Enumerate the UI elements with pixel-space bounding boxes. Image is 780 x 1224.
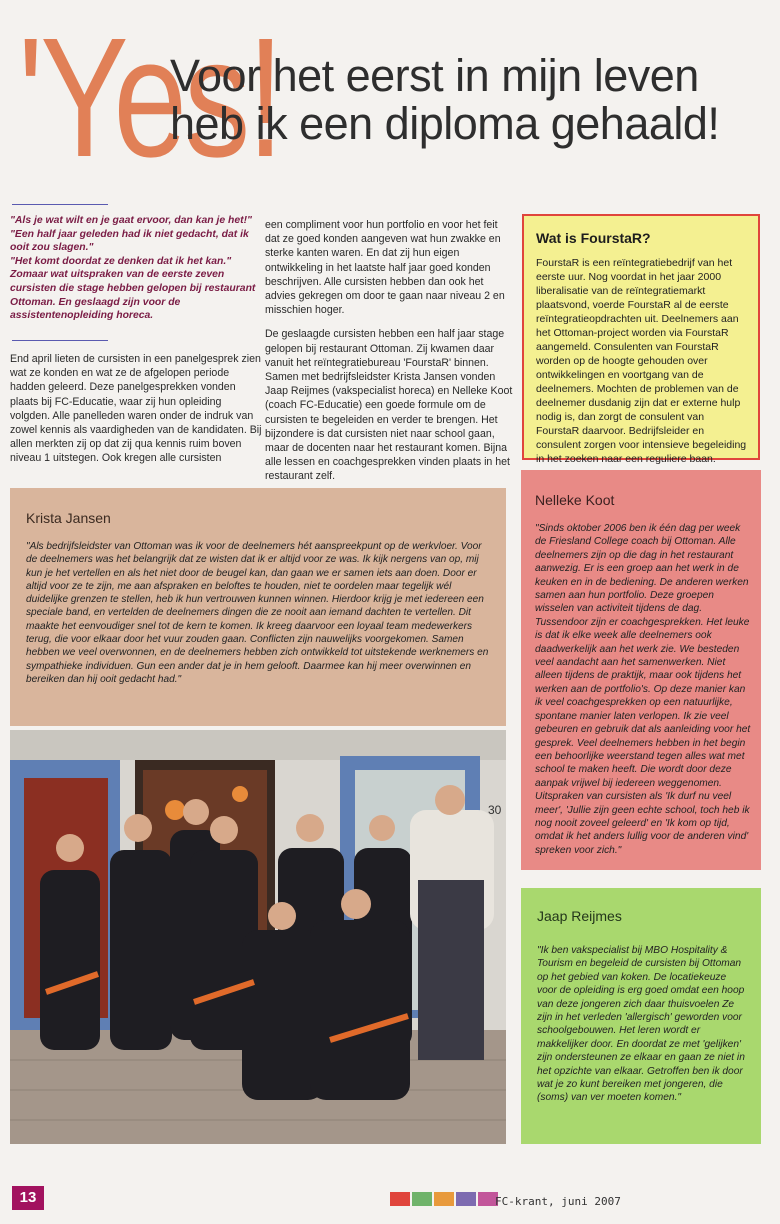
team-photo [10, 730, 506, 1144]
intro-line: "Als je wat wilt en je gaat ervoor, dan kan je het!" [10, 215, 252, 226]
article-column-1 [10, 352, 262, 476]
intro-bottom-rule [12, 340, 108, 341]
paragraph: een compliment voor hun portfolio en voor het feit dat ze goed konden aangeven wat hun zwakke en sterke kanten waren. En dat zij hun eigen ontwikkeling in het laatste half jaar goed konden beschrijven. Alle cursisten hebben dan ook het advies gekregen om door te gaan naar niveau 2 en misschien hoger. [265, 219, 505, 317]
big-yes-word: 'Yes! [18, 3, 281, 193]
nelleke-box [521, 470, 761, 870]
nelleke-title: Nelleke Koot [535, 492, 615, 508]
krista-quote: "Als bedrijfsleidster van Ottoman was ik voor de deelnemers hét aanspreekpunt op de werkvloer. Voor de deelnemers was het belangrijk dat ze wisten dat ik er altijd voor ze was. Ik kijk nergens van op, mij kun je het vertellen en als het niet door de beugel kan, dan gaan we er samen iets aan doen. Door er altijd voor ze te zijn, me aan afspraken en beloftes te houden, niet te oordelen maar tegelijk wél duidelijke grenzen te stellen, heb ik hun vertrouwen kunnen winnen. Hierdoor krijg je met iedereen een speciale band, en vertelden de deelnemers dingen die ze nooit aan iemand dachten te vertellen. Dit maakte het eenvoudiger snel tot de kern te komen. Ik kreeg daarvoor een loyaal team medewerkers terug, die voor elkaar door het vuur zouden gaan. Conflicten zijn nauwelijks voorgekomen. Samen hebben we veel overwonnen, en de deelnemers hebben zich ontwikkeld tot uitstekende werknemers en sympathieke individuen. Gun een ander dat je in hem gelooft. Daarmee kan hij meer overwinnen en bereiken dan hij ooit gedacht had." [26, 541, 489, 685]
publication-label: FC-krant, juni 2007 [495, 1195, 621, 1208]
krista-title: Krista Jansen [26, 510, 111, 526]
intro-line: "Het komt doordat ze denken dat ik het kan." [10, 255, 232, 267]
article-column-2 [265, 218, 513, 494]
jaap-title: Jaap Reijmes [537, 908, 622, 924]
swatch [390, 1192, 410, 1206]
title-line-2: heb ik een diploma gehaald! [170, 98, 720, 149]
page-title [170, 52, 770, 148]
swatch [412, 1192, 432, 1206]
jaap-quote: "Ik ben vakspecialist bij MBO Hospitality & Tourism en begeleid de cursisten bij Ottoman op het gebied van koken. De locatiekeuze voor de opleiding is erg goed omdat een hoop van deze jongeren zich daar thuisvoelen Ze zijn in het verleden 'allergisch' geworden voor schoolgebouwen. Het leren wordt er makkelijker door. En doordat ze met 'gelijken' zijn ondersteunen ze elkaar en gaan ze niet in het opzichte van elkaar. Getroffen ben ik door wat je zo kunt bereiken met jongeren, die (soms) van ver moeten komen." [537, 945, 745, 1104]
swatch [456, 1192, 476, 1206]
fourstar-text: FourstaR is een reïntegratiebedrijf van het eerste uur. Nog voordat in het jaar 2000 liberalisatie van de reïntegratiemarkt plaatsvond, voerde FourstaR al de eerste reïntegratieopdrachten uit. Deelnemers aan het Ottoman-project worden via FourstaR aangemeld. Consulenten van FourstaR worden op de hoogte gehouden over ontwikkelingen en voortgang van de deelnemers. Mochten de problemen van de deelnemer dusdanig zijn dat er externe hulp nodig is, dan zorgt de consulent van FourstaR daarvoor. Bedrijfsleider en consulent zorgen voor intensieve begeleiding in het zoeken naar een reguliere baan. [536, 257, 747, 465]
intro-line: Zomaar wat uitspraken van de eerste zeven cursisten die stage hebben gelopen bij restaurant Ottoman. En geslaagd zijn voor de assistentenopleiding horeca. [10, 269, 256, 322]
nelleke-quote: "Sinds oktober 2006 ben ik één dag per week de Friesland College coach bij Ottoman. Alle deelnemers zijn op die dag in het restaurant aanwezig. Er is een groep aan het werk in de keuken en in de bediening. De anderen werken samen aan hun portfolio. Deze groepen wisselen van activiteit tijdens de dag. Tussendoor zijn er coachgesprekken. Het leuke is dat ik elke week alle deelnemers ook daadwerkelijk aan het werk zie. We besteden veel aandacht aan het samenwerken. Niet alleen tijdens de praktijk, maar ook tijdens het werken aan de portfolio's. Op deze manier kan ik veel coachgesprekken op een natuurlijke, spontane manier laten verlopen. Ik zie veel gebeuren en gebruik dat als aanleiding voor het gesprek. Veel deelnemers hebben in het begin een behoorlijke weerstand tegen alles wat met school te maken heeft. Die wordt door deze aanpak vrijwel bij iedereen weggenomen. Uitspraken van cursisten als 'Ik durf nu veel meer', 'Jullie zijn geen echte school, toch heb ik nog nooit zoveel geleerd' en 'Ik kom op tijd, omdat ik het anders lullig voor de anderen vind' spreken voor zich." [535, 523, 751, 856]
fourstar-box [522, 214, 760, 465]
fourstar-title: Wat is FourstaR? [536, 230, 651, 246]
color-swatches [390, 1192, 500, 1211]
title-line-1: Voor het eerst in mijn leven [170, 50, 699, 101]
intro-top-rule [12, 204, 108, 205]
intro-quotes [10, 214, 260, 323]
page-number: 13 [12, 1186, 44, 1210]
paragraph: End april lieten de cursisten in een panelgesprek zien wat ze konden en wat ze de afgelopen periode hadden geleerd. Deze panelgesprekken vonden plaats bij FC-Educatie, waar zij hun opleiding volgden. Alle panelleden waren onder de indruk van zowel kennis als vaardigheden van de kandidaten. Bij allen merkten zij op dat zij qua kennis ruim boven niveau 1 uitstegen. Ook kregen alle cursisten [10, 353, 262, 465]
door-number: 30 [488, 803, 502, 817]
intro-line: "Een half jaar geleden had ik niet gedacht, dat ik ooit zou slagen." [10, 228, 249, 254]
paragraph: De geslaagde cursisten hebben een half jaar stage gelopen bij restaurant Ottoman. Zij kwamen daar vanuit het reïntegratiebureau 'FourstaR' binnen. Samen met bedrijfsleidster Krista Jansen vonden Jaap Reijmes (vakspecialist horeca) en Nelleke Koot (coach FC-Educatie) een goede formule om de cursisten te begeleiden en verder te brengen. Het bijzondere is dat cursisten niet naar school gaan, maar de docenten naar het restaurant komen. Bijna alle lessen en coachgesprekken vinden plaats in het restaurant zelf. [265, 328, 513, 483]
jaap-box [521, 888, 761, 1144]
krista-box [10, 488, 506, 726]
swatch [434, 1192, 454, 1206]
team-photo-illustration [10, 730, 506, 1144]
